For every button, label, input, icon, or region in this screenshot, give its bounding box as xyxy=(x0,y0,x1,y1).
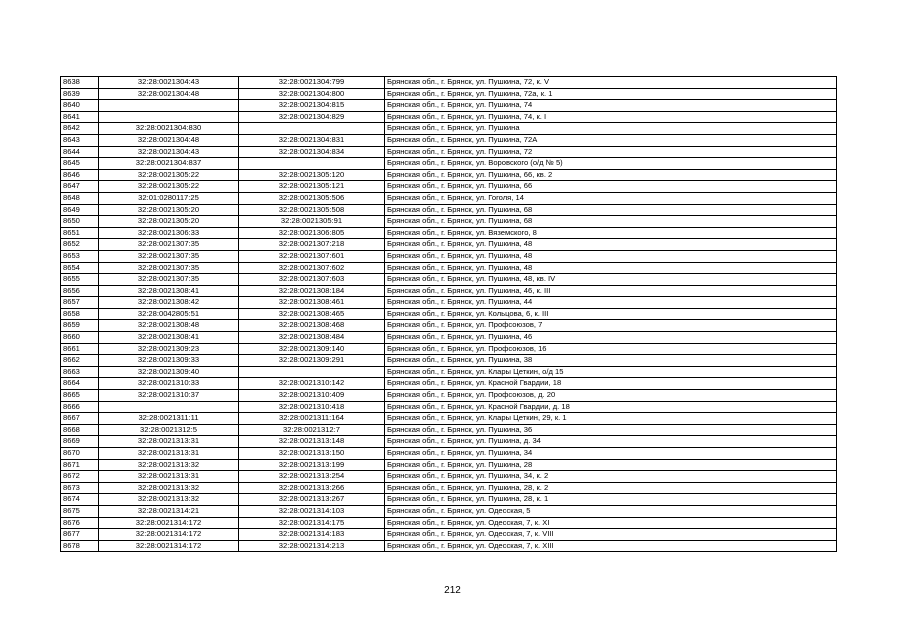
cadastral-number-cell: 32:28:0021305:22 xyxy=(99,181,239,193)
table-row xyxy=(61,146,837,158)
table-row xyxy=(61,158,837,170)
cadastral-number-cell: 32:28:0021304:830 xyxy=(99,123,239,135)
object-cadastral-number-cell xyxy=(239,366,385,378)
table-row xyxy=(61,436,837,448)
object-cadastral-number-cell: 32:28:0021314:103 xyxy=(239,505,385,517)
object-cadastral-number-cell: 32:28:0021309:140 xyxy=(239,343,385,355)
object-cadastral-number-cell: 32:28:0021308:465 xyxy=(239,308,385,320)
cadastral-number-cell: 32:28:0021310:33 xyxy=(99,378,239,390)
address-cell: Брянская обл., г. Брянск, ул. Пушкина, 72 xyxy=(385,146,837,158)
object-cadastral-number-cell: 32:28:0021305:91 xyxy=(239,216,385,228)
table-row xyxy=(61,390,837,402)
address-cell: Брянская обл., г. Брянск, ул. Пушкина xyxy=(385,123,837,135)
address-cell: Брянская обл., г. Брянск, ул. Красной Гвардии, 18 xyxy=(385,378,837,390)
address-cell: Брянская обл., г. Брянск, ул. Пушкина, 48 xyxy=(385,239,837,251)
row-number-cell: 8663 xyxy=(61,366,99,378)
table-row xyxy=(61,181,837,193)
object-cadastral-number-cell xyxy=(239,123,385,135)
table-row xyxy=(61,100,837,112)
cadastral-number-cell: 32:28:0021313:32 xyxy=(99,494,239,506)
cadastral-number-cell: 32:28:0021314:172 xyxy=(99,529,239,541)
row-number-cell: 8652 xyxy=(61,239,99,251)
object-cadastral-number-cell: 32:28:0021307:603 xyxy=(239,274,385,286)
object-cadastral-number-cell: 32:28:0021305:508 xyxy=(239,204,385,216)
table-row xyxy=(61,274,837,286)
table-row xyxy=(61,540,837,552)
row-number-cell: 8641 xyxy=(61,111,99,123)
address-cell: Брянская обл., г. Брянск, ул. Пушкина, 36 xyxy=(385,424,837,436)
cadastral-number-cell xyxy=(99,100,239,112)
address-cell: Брянская обл., г. Брянск, ул. Одесская, 5 xyxy=(385,505,837,517)
cadastral-number-cell: 32:28:0021307:35 xyxy=(99,274,239,286)
cadastral-number-cell: 32:28:0021314:172 xyxy=(99,517,239,529)
table-row xyxy=(61,297,837,309)
page-number: 212 xyxy=(444,585,461,596)
cadastral-number-cell: 32:28:0021304:43 xyxy=(99,146,239,158)
address-cell: Брянская обл., г. Брянск, ул. Пушкина, 34 xyxy=(385,448,837,460)
table-row xyxy=(61,378,837,390)
cadastral-number-cell xyxy=(99,111,239,123)
address-cell: Брянская обл., г. Брянск, ул. Пушкина, 72, к. V xyxy=(385,77,837,89)
object-cadastral-number-cell: 32:28:0021310:409 xyxy=(239,390,385,402)
object-cadastral-number-cell: 32:28:0021314:213 xyxy=(239,540,385,552)
row-number-cell: 8675 xyxy=(61,505,99,517)
object-cadastral-number-cell: 32:28:0021313:254 xyxy=(239,471,385,483)
row-number-cell: 8678 xyxy=(61,540,99,552)
row-number-cell: 8669 xyxy=(61,436,99,448)
table-row xyxy=(61,250,837,262)
address-cell: Брянская обл., г. Брянск, ул. Пушкина, 38 xyxy=(385,355,837,367)
object-cadastral-number-cell: 32:28:0021305:121 xyxy=(239,181,385,193)
address-cell: Брянская обл., г. Брянск, ул. Клары Цеткин, о/д 15 xyxy=(385,366,837,378)
object-cadastral-number-cell xyxy=(239,158,385,170)
row-number-cell: 8659 xyxy=(61,320,99,332)
cadastral-number-cell: 32:28:0021304:43 xyxy=(99,77,239,89)
table-row xyxy=(61,413,837,425)
address-cell: Брянская обл., г. Брянск, ул. Пушкина, 72а, к. 1 xyxy=(385,88,837,100)
object-cadastral-number-cell: 32:28:0021310:418 xyxy=(239,401,385,413)
object-cadastral-number-cell: 32:28:0021304:799 xyxy=(239,77,385,89)
row-number-cell: 8655 xyxy=(61,274,99,286)
row-number-cell: 8642 xyxy=(61,123,99,135)
object-cadastral-number-cell: 32:28:0021310:142 xyxy=(239,378,385,390)
table-row xyxy=(61,343,837,355)
address-cell: Брянская обл., г. Брянск, ул. Вяземского, 8 xyxy=(385,227,837,239)
registry-table-body xyxy=(61,77,837,552)
cadastral-number-cell: 32:28:0021305:20 xyxy=(99,204,239,216)
row-number-cell: 8660 xyxy=(61,332,99,344)
cadastral-number-cell: 32:28:0021307:35 xyxy=(99,239,239,251)
address-cell: Брянская обл., г. Брянск, ул. Воровского (о/д № 5) xyxy=(385,158,837,170)
table-row xyxy=(61,482,837,494)
row-number-cell: 8648 xyxy=(61,192,99,204)
row-number-cell: 8677 xyxy=(61,529,99,541)
object-cadastral-number-cell: 32:28:0021307:218 xyxy=(239,239,385,251)
cadastral-number-cell: 32:28:0042805:51 xyxy=(99,308,239,320)
cadastral-number-cell: 32:28:0021313:32 xyxy=(99,459,239,471)
table-row xyxy=(61,366,837,378)
address-cell: Брянская обл., г. Брянск, ул. Пушкина, 34, к. 2 xyxy=(385,471,837,483)
cadastral-number-cell: 32:28:0021306:33 xyxy=(99,227,239,239)
row-number-cell: 8676 xyxy=(61,517,99,529)
row-number-cell: 8644 xyxy=(61,146,99,158)
object-cadastral-number-cell: 32:28:0021305:506 xyxy=(239,192,385,204)
table-row xyxy=(61,505,837,517)
cadastral-number-cell: 32:28:0021308:48 xyxy=(99,320,239,332)
table-row xyxy=(61,517,837,529)
address-cell: Брянская обл., г. Брянск, ул. Одесская, 7, к. XI xyxy=(385,517,837,529)
row-number-cell: 8649 xyxy=(61,204,99,216)
address-cell: Брянская обл., г. Брянск, ул. Одесская, 7, к. VIII xyxy=(385,529,837,541)
row-number-cell: 8653 xyxy=(61,250,99,262)
object-cadastral-number-cell: 32:28:0021313:267 xyxy=(239,494,385,506)
object-cadastral-number-cell: 32:28:0021313:148 xyxy=(239,436,385,448)
address-cell: Брянская обл., г. Брянск, ул. Одесская, 7, к. XIII xyxy=(385,540,837,552)
row-number-cell: 8671 xyxy=(61,459,99,471)
table-row xyxy=(61,448,837,460)
object-cadastral-number-cell: 32:28:0021307:602 xyxy=(239,262,385,274)
cadastral-number-cell: 32:28:0021313:31 xyxy=(99,471,239,483)
table-row xyxy=(61,471,837,483)
row-number-cell: 8668 xyxy=(61,424,99,436)
object-cadastral-number-cell: 32:28:0021308:484 xyxy=(239,332,385,344)
registry-table xyxy=(60,76,837,552)
row-number-cell: 8673 xyxy=(61,482,99,494)
row-number-cell: 8640 xyxy=(61,100,99,112)
row-number-cell: 8672 xyxy=(61,471,99,483)
table-row xyxy=(61,459,837,471)
row-number-cell: 8658 xyxy=(61,308,99,320)
address-cell: Брянская обл., г. Брянск, ул. Пушкина, 48, кв. IV xyxy=(385,274,837,286)
address-cell: Брянская обл., г. Брянск, ул. Профсоюзов, д. 20 xyxy=(385,390,837,402)
cadastral-number-cell: 32:28:0021309:40 xyxy=(99,366,239,378)
row-number-cell: 8657 xyxy=(61,297,99,309)
table-row xyxy=(61,401,837,413)
address-cell: Брянская обл., г. Брянск, ул. Профсоюзов, 7 xyxy=(385,320,837,332)
cadastral-number-cell: 32:28:0021309:33 xyxy=(99,355,239,367)
address-cell: Брянская обл., г. Брянск, ул. Пушкина, д. 34 xyxy=(385,436,837,448)
address-cell: Брянская обл., г. Брянск, ул. Пушкина, 28, к. 2 xyxy=(385,482,837,494)
row-number-cell: 8665 xyxy=(61,390,99,402)
cadastral-number-cell: 32:28:0021313:31 xyxy=(99,448,239,460)
row-number-cell: 8646 xyxy=(61,169,99,181)
cadastral-number-cell: 32:28:0021312:5 xyxy=(99,424,239,436)
object-cadastral-number-cell: 32:28:0021304:831 xyxy=(239,134,385,146)
object-cadastral-number-cell: 32:28:0021305:120 xyxy=(239,169,385,181)
address-cell: Брянская обл., г. Брянск, ул. Пушкина, 68 xyxy=(385,216,837,228)
row-number-cell: 8662 xyxy=(61,355,99,367)
table-row xyxy=(61,355,837,367)
address-cell: Брянская обл., г. Брянск, ул. Клары Цеткин, 29, к. 1 xyxy=(385,413,837,425)
address-cell: Брянская обл., г. Брянск, ул. Профсоюзов, 16 xyxy=(385,343,837,355)
table-row xyxy=(61,239,837,251)
table-row xyxy=(61,204,837,216)
cadastral-number-cell: 32:28:0021309:23 xyxy=(99,343,239,355)
object-cadastral-number-cell: 32:28:0021313:150 xyxy=(239,448,385,460)
object-cadastral-number-cell: 32:28:0021309:291 xyxy=(239,355,385,367)
row-number-cell: 8647 xyxy=(61,181,99,193)
table-row xyxy=(61,88,837,100)
row-number-cell: 8667 xyxy=(61,413,99,425)
cadastral-number-cell: 32:28:0021307:35 xyxy=(99,250,239,262)
address-cell: Брянская обл., г. Брянск, ул. Пушкина, 68 xyxy=(385,204,837,216)
object-cadastral-number-cell: 32:28:0021308:184 xyxy=(239,285,385,297)
cadastral-number-cell: 32:28:0021311:11 xyxy=(99,413,239,425)
address-cell: Брянская обл., г. Брянск, ул. Пушкина, 48 xyxy=(385,262,837,274)
cadastral-number-cell: 32:28:0021307:35 xyxy=(99,262,239,274)
row-number-cell: 8674 xyxy=(61,494,99,506)
row-number-cell: 8664 xyxy=(61,378,99,390)
object-cadastral-number-cell: 32:28:0021306:805 xyxy=(239,227,385,239)
row-number-cell: 8670 xyxy=(61,448,99,460)
table-row xyxy=(61,424,837,436)
address-cell: Брянская обл., г. Брянск, ул. Кольцова, 6, к. III xyxy=(385,308,837,320)
table-row xyxy=(61,262,837,274)
address-cell: Брянская обл., г. Брянск, ул. Пушкина, 66, кв. 2 xyxy=(385,169,837,181)
address-cell: Брянская обл., г. Брянск, ул. Пушкина, 74, к. I xyxy=(385,111,837,123)
cadastral-number-cell: 32:28:0021305:20 xyxy=(99,216,239,228)
address-cell: Брянская обл., г. Брянск, ул. Пушкина, 48 xyxy=(385,250,837,262)
cadastral-number-cell xyxy=(99,401,239,413)
object-cadastral-number-cell: 32:28:0021314:175 xyxy=(239,517,385,529)
object-cadastral-number-cell: 32:28:0021313:199 xyxy=(239,459,385,471)
cadastral-number-cell: 32:28:0021313:31 xyxy=(99,436,239,448)
address-cell: Брянская обл., г. Брянск, ул. Пушкина, 44 xyxy=(385,297,837,309)
row-number-cell: 8638 xyxy=(61,77,99,89)
row-number-cell: 8645 xyxy=(61,158,99,170)
table-row xyxy=(61,111,837,123)
cadastral-number-cell: 32:28:0021304:48 xyxy=(99,134,239,146)
cadastral-number-cell: 32:28:0021310:37 xyxy=(99,390,239,402)
object-cadastral-number-cell: 32:28:0021312:7 xyxy=(239,424,385,436)
address-cell: Брянская обл., г. Брянск, ул. Пушкина, 72А xyxy=(385,134,837,146)
object-cadastral-number-cell: 32:28:0021313:266 xyxy=(239,482,385,494)
cadastral-number-cell: 32:28:0021308:41 xyxy=(99,332,239,344)
table-row xyxy=(61,227,837,239)
table-row xyxy=(61,134,837,146)
object-cadastral-number-cell: 32:28:0021314:183 xyxy=(239,529,385,541)
table-row xyxy=(61,529,837,541)
cadastral-number-cell: 32:01:0280117:25 xyxy=(99,192,239,204)
row-number-cell: 8639 xyxy=(61,88,99,100)
address-cell: Брянская обл., г. Брянск, ул. Красной Гвардии, д. 18 xyxy=(385,401,837,413)
address-cell: Брянская обл., г. Брянск, ул. Гоголя, 14 xyxy=(385,192,837,204)
row-number-cell: 8643 xyxy=(61,134,99,146)
row-number-cell: 8650 xyxy=(61,216,99,228)
object-cadastral-number-cell: 32:28:0021304:829 xyxy=(239,111,385,123)
object-cadastral-number-cell: 32:28:0021304:815 xyxy=(239,100,385,112)
object-cadastral-number-cell: 32:28:0021308:468 xyxy=(239,320,385,332)
table-row xyxy=(61,216,837,228)
cadastral-number-cell: 32:28:0021314:172 xyxy=(99,540,239,552)
address-cell: Брянская обл., г. Брянск, ул. Пушкина, 28 xyxy=(385,459,837,471)
row-number-cell: 8654 xyxy=(61,262,99,274)
address-cell: Брянская обл., г. Брянск, ул. Пушкина, 66 xyxy=(385,181,837,193)
row-number-cell: 8656 xyxy=(61,285,99,297)
cadastral-number-cell: 32:28:0021304:48 xyxy=(99,88,239,100)
cadastral-number-cell: 32:28:0021305:22 xyxy=(99,169,239,181)
address-cell: Брянская обл., г. Брянск, ул. Пушкина, 74 xyxy=(385,100,837,112)
table-row xyxy=(61,285,837,297)
cadastral-number-cell: 32:28:0021304:837 xyxy=(99,158,239,170)
address-cell: Брянская обл., г. Брянск, ул. Пушкина, 46, к. III xyxy=(385,285,837,297)
table-row xyxy=(61,169,837,181)
object-cadastral-number-cell: 32:28:0021304:800 xyxy=(239,88,385,100)
cadastral-number-cell: 32:28:0021313:32 xyxy=(99,482,239,494)
object-cadastral-number-cell: 32:28:0021307:601 xyxy=(239,250,385,262)
table-row xyxy=(61,320,837,332)
table-row xyxy=(61,77,837,89)
row-number-cell: 8666 xyxy=(61,401,99,413)
table-row xyxy=(61,494,837,506)
row-number-cell: 8651 xyxy=(61,227,99,239)
cadastral-number-cell: 32:28:0021308:42 xyxy=(99,297,239,309)
cadastral-number-cell: 32:28:0021308:41 xyxy=(99,285,239,297)
object-cadastral-number-cell: 32:28:0021308:461 xyxy=(239,297,385,309)
object-cadastral-number-cell: 32:28:0021311:164 xyxy=(239,413,385,425)
address-cell: Брянская обл., г. Брянск, ул. Пушкина, 46 xyxy=(385,332,837,344)
object-cadastral-number-cell: 32:28:0021304:834 xyxy=(239,146,385,158)
table-row xyxy=(61,123,837,135)
table-row xyxy=(61,308,837,320)
table-row xyxy=(61,192,837,204)
cadastral-number-cell: 32:28:0021314:21 xyxy=(99,505,239,517)
row-number-cell: 8661 xyxy=(61,343,99,355)
table-row xyxy=(61,332,837,344)
address-cell: Брянская обл., г. Брянск, ул. Пушкина, 28, к. 1 xyxy=(385,494,837,506)
